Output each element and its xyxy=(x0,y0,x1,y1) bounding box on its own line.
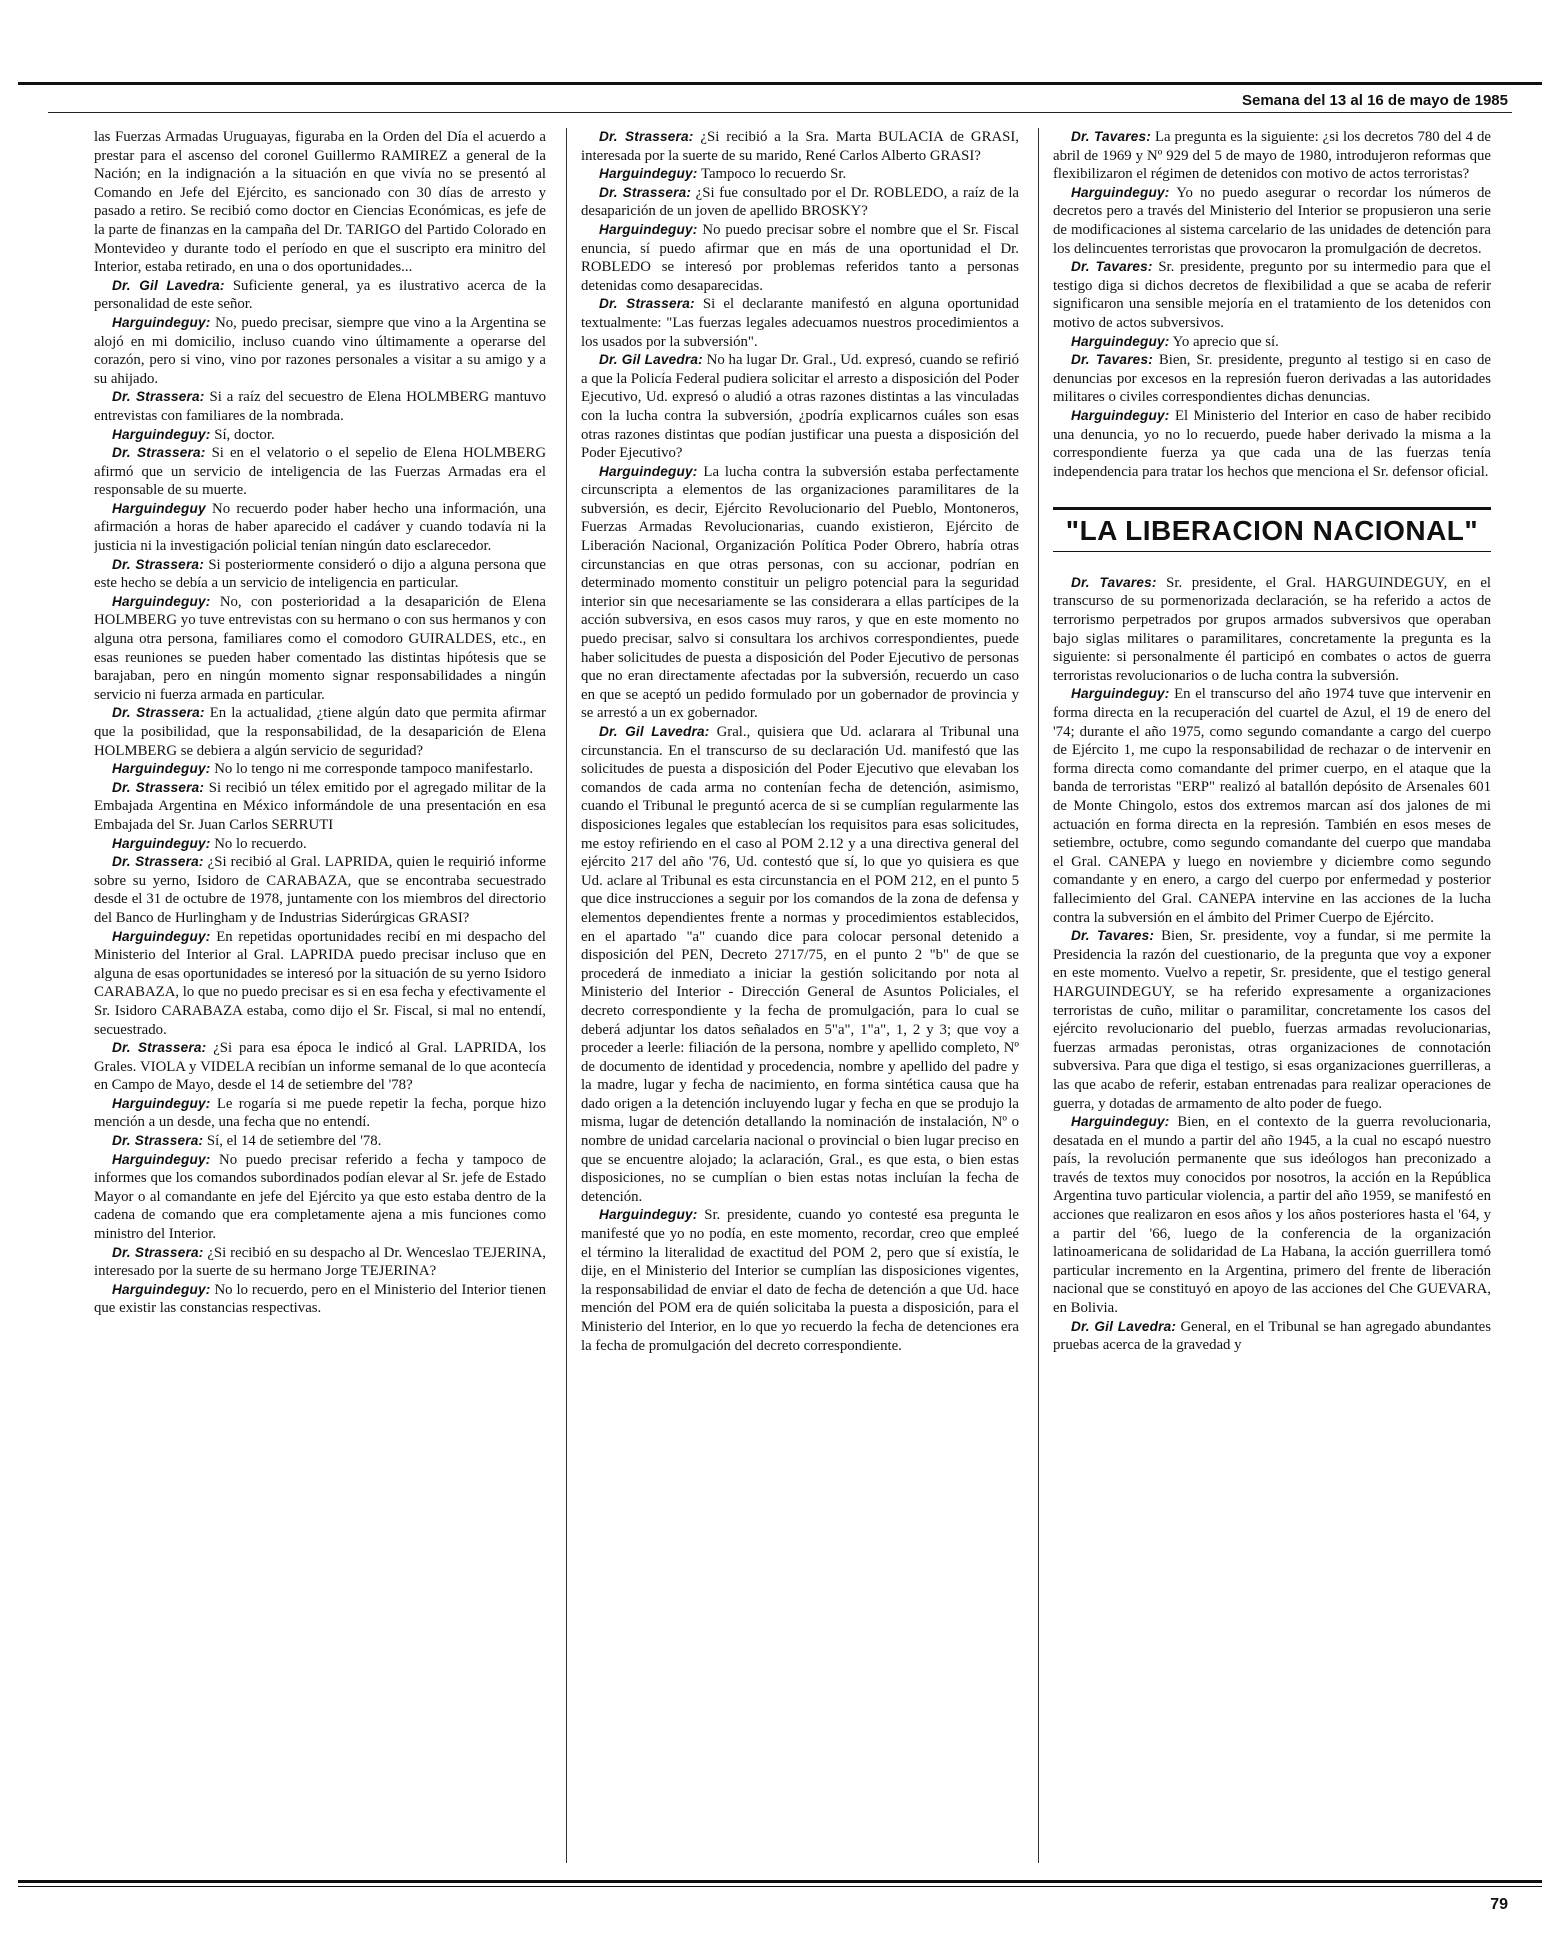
testimony-text: Bien, Sr. presidente, voy a fundar, si me permite la Presidencia la razón del cuestionario, de la pregunta que voy a exponer en este momento. Vuelvo a repetir, Sr. presidente, que el testigo general HARGUINDEGUY, se ha referido expresamente a organizaciones terroristas de cuño, militar o paramilitar, concretamente los casos del ejército revolucionario del pueblo, fuerzas armadas revolucionarias, fuerzas armadas peronistas, otras organizaciones de connotación subversiva. Para que diga el testigo, si esas organizaciones guerrilleras, a las que acabo de referir, estaban entrenadas para realizar operaciones de guerra, y dotadas de armamento de alto poder de fuego. xyxy=(1053,928,1491,1112)
speaker-label: Dr. Strassera: xyxy=(112,1244,204,1260)
testimony-text: No lo recuerdo, pero en el Ministerio del Interior tienen que existir las constancias respectivas. xyxy=(94,1281,546,1317)
testimony-text: La pregunta es la siguiente: ¿si los decretos 780 del 4 de abril de 1969 y Nº 929 del 5 de mayo de 1980, introdujeron reformas que flexibilizaron el régimen de detenidos con motivo de actos terroristas? xyxy=(1053,129,1491,183)
speaker-label: Dr. Gil Lavedra: xyxy=(1071,1318,1177,1334)
speaker-label: Harguindeguy: xyxy=(112,426,211,442)
testimony-paragraph xyxy=(581,128,1019,165)
speaker-label: Dr. Strassera: xyxy=(112,779,205,795)
testimony-paragraph xyxy=(94,556,546,593)
speaker-label: Harguindeguy: xyxy=(1071,686,1170,702)
testimony-text: ¿Si recibió a la Sra. Marta BULACIA de GRASI, interesada por la suerte de su marido, René Carlos Alberto GRASI? xyxy=(581,129,1019,164)
speaker-label: Dr. Strassera: xyxy=(112,854,204,870)
speaker-label: Dr. Tavares: xyxy=(1071,352,1153,368)
speaker-label: Harguindeguy: xyxy=(599,1207,698,1223)
testimony-paragraph xyxy=(581,1206,1019,1355)
testimony-paragraph xyxy=(581,351,1019,463)
speaker-label: Dr. Strassera: xyxy=(599,184,692,200)
testimony-paragraph xyxy=(94,1281,546,1318)
speaker-label: Harguindeguy: xyxy=(1071,184,1170,200)
page-number: 79 xyxy=(1490,1896,1508,1913)
testimony-text: Sr. presidente, cuando yo contesté esa pregunta le manifesté que yo no podía, en este momento, recordar, creo que empleé el término la literalidad de exactitud del POM 2, pero que sí existía, le dije, en el Ministerio del Interior se cumplían las disposiciones vigentes, la responsabilidad de enviar el dato de fecha de detención a que Ud. hace mención del POM era de quién solicitaba la puesta a disposición, para el Ministerio del Interior, en lo que yo recuerdo la fecha de detenciones era la fecha de promulgación del decreto correspondiente. xyxy=(581,1207,1019,1354)
testimony-paragraph xyxy=(94,1132,546,1151)
testimony-text: Sí, el 14 de setiembre del '78. xyxy=(206,1133,382,1150)
testimony-text: ¿Si fue consultado por el Dr. ROBLEDO, a raíz de la desaparición de un joven de apellido BROSKY? xyxy=(581,184,1019,220)
testimony-text: No, con posterioridad a la desaparición de Elena HOLMBERG yo tuve entrevistas con su hermano o con sus hermanos y con alguna otra persona, familiares como el comodoro GUIRALDES, etc., en esas reuniones se pueden haber comentado las distintas hipótesis que se barajaban, pero en ningún momento signar responsabilidades a ningún servicio ni fuerza armada en particular. xyxy=(94,593,546,703)
testimony-text: ¿Si para esa época le indicó al Gral. LAPRIDA, los Grales. VIOLA y VIDELA recibían un informe semanal de lo que acontecía en Campo de Mayo, desde el 14 de setiembre del '78? xyxy=(94,1040,546,1094)
testimony-text: Gral., quisiera que Ud. aclarara al Tribunal una circunstancia. En el transcurso de su declaración Ud. manifestó que las solicitudes de puesta a disposición del Poder Ejecutivo que elevaban los comandos de cada arma no contenían fecha de detención, asimismo, cuando el Tribunal le preguntó acerca de si se cumplían regularmente las disposiciones legales que establecían los requisitos para esas solicitudes, me estoy refiriendo en el caso al POM 2.12 y a una directiva general del ejército 217 del año '76, Ud. contestó que sí, lo que yo quisiera es que Ud. aclare al Tribunal es esta circunstancia en el POM 212, en el punto 5 que dice instrucciones a seguir por los comandos de la zona de defensa y elementos dependientes frente a normas y procedimientos establecidos, en el apartado "a" cuando dice para colocar personal detenido a disposición del PEN, Decreto 2717/75, en el punto 2 "b" de que se procederá de inmediato a iniciar la gestión solicitando por nota al Ministerio del Interior - Dirección General de Asuntos Policiales, el decreto correspondiente y la fecha de promulgación, para lo cual se deberá adjuntar los datos señalados en 5"a", 1"a", 1, 2 y 3; que voy a proceder a leerle: filiación de la persona, nombre y apellido completo, Nº de documento de identidad y procedencia, nombre y apellido del padre y la madre, lugar y fecha de nacimiento, en forma sintética causa que ha dado origen a la detención incluyendo lugar y fecha en que se produjo la misma, lugar de detención detallando la nominación de instalación, Nº o nombre de unidad carcelaria nacional o provincial o bien lugar preciso en que se encuentre alojado; la aclaración, Gral., es que esta, o bien estas disposiciones, no se cumplían o bien estas notas incluían la fecha de detención. xyxy=(581,724,1019,1205)
testimony-paragraph xyxy=(94,593,546,705)
bottom-rule xyxy=(18,1880,1542,1883)
speaker-label: Dr. Tavares: xyxy=(1071,259,1153,275)
header-rule xyxy=(48,112,1512,113)
testimony-paragraph xyxy=(94,1095,546,1132)
testimony-text: Yo no puedo asegurar o recordar los números de decretos pero a través del Ministerio del Interior se propusieron una serie de modificaciones al sistema carcelario de las unidades de detención para los delincuentes terroristas que provocaron la promulgación de decretos. xyxy=(1053,184,1491,257)
testimony-text: Le rogaría si me puede repetir la fecha, porque hizo mención a un desde, una fecha que no entendí. xyxy=(94,1095,546,1131)
testimony-text: Sr. presidente, pregunto por su intermedio para que el testigo diga si dichos decretos de flexibilidad a que se acaba de referir significaron una sensible mejoría en el tratamiento de los detenidos con motivo de actos subversivos. xyxy=(1053,259,1491,331)
speaker-label: Dr. Strassera: xyxy=(599,129,694,144)
testimony-paragraph xyxy=(94,388,546,425)
testimony-text: No recuerdo poder haber hecho una información, una afirmación a horas de haber aparecido el cadáver y cuando todavía ni la justicia ni la investigación policial tenían ningún dato esclarecedor. xyxy=(94,500,546,555)
speaker-label: Dr. Gil Lavedra: xyxy=(112,277,225,293)
speaker-label: Harguindeguy: xyxy=(599,221,698,237)
testimony-text: En el transcurso del año 1974 tuve que intervenir en forma directa en la recuperación del cuartel de Azul, el 19 de enero del '74; durante el año 1975, como segundo comandante a cargo del cuerpo de Ejército 1, me cupo la responsabilidad de rechazar o de intervenir en forma directa como comandante del primer cuerpo, en el ataque que la banda de terroristas "ERP" realizó al batallón depósito de Arsenales 601 de Monte Chingolo, estos dos extremos marcan así dos jalones de mi actuación en forma directa en la represión. También en esos meses de setiembre, octubre, como segundo comandante del cuerpo que mandaba el Gral. CANEPA y luego en noviembre y diciembre como segundo comandante y en enero, a cargo del cuerpo por enfermedad y posterior fallecimiento del Gral. CANEPA intervine en las acciones de la lucha contra la subversión en el ámbito del Primer Cuerpo de Ejército. xyxy=(1053,686,1491,926)
testimony-paragraph xyxy=(581,463,1019,723)
testimony-paragraph xyxy=(94,835,546,854)
testimony-text: Si en el velatorio o el sepelio de Elena HOLMBERG afirmó que un servicio de inteligencia de las Fuerzas Armadas era el responsable de su muerte. xyxy=(94,445,546,499)
speaker-label: Harguindeguy: xyxy=(112,314,211,330)
column-1 xyxy=(94,128,546,1863)
speaker-label: Harguindeguy: xyxy=(599,463,698,479)
testimony-text: Yo aprecio que sí. xyxy=(1172,333,1279,350)
testimony-paragraph xyxy=(1053,333,1491,352)
testimony-paragraph xyxy=(94,1039,546,1095)
speaker-label: Dr. Strassera: xyxy=(599,296,695,312)
testimony-paragraph xyxy=(581,165,1019,184)
testimony-text: ¿Si recibió al Gral. LAPRIDA, quien le requirió informe sobre su yerno, Isidoro de CARABAZA, que se encontraba secuestrado desde el 31 de octubre de 1978, juntamente con los miembros del directorio del Banco de Hurlingham y de Industrias Siderúrgicas GRASI? xyxy=(94,854,546,926)
testimony-paragraph xyxy=(94,128,546,277)
article-body xyxy=(94,118,1494,1863)
testimony-paragraph xyxy=(1053,1318,1491,1355)
testimony-text: No lo tengo ni me corresponde tampoco manifestarlo. xyxy=(214,761,534,778)
testimony-text: Si recibió un télex emitido por el agregado militar de la Embajada Argentina en México informándole de una presentación en esa Embajada del Sr. Juan Carlos SERRUTI xyxy=(94,779,546,833)
testimony-text: No puedo precisar referido a fecha y tampoco de informes que los comandos subordinados podían elevar al Sr. jefe de Estado Mayor o al comandante en jefe del Ejército ya que esto estaba dentro de la cadena de comando que era completamente ajena a mis funciones como ministro del Interior. xyxy=(94,1151,546,1243)
speaker-label: Dr. Tavares: xyxy=(1071,574,1157,590)
testimony-paragraph xyxy=(1053,128,1491,184)
speaker-label: Harguindeguy: xyxy=(1071,1114,1170,1130)
column-2 xyxy=(566,128,1019,1863)
speaker-label: Harguindeguy: xyxy=(112,1095,211,1111)
testimony-text: La lucha contra la subversión estaba perfectamente circunscripta a elementos de las organizaciones paramilitares de la subversión, es decir, Ejército Revolucionario del Pueblo, Montoneros, Fuerzas Armadas Revolucionarias, cuando existieron, Ejército de Liberación Nacional, Organización Política Poder Obrero, habría otras circunstancias en que otras personas, con su accionar, podrían en determinado momento constituir un peligro potencial para la seguridad interior sin que necesariamente se las considerara a ellas partícipes de la acción subversiva, en esos casos muy raros, y que en este momento no puedo precisar, salvo si consultara los archivos correspondientes, puede haber solicitudes de puesta a disposición del Poder Ejecutivo de personas que no eran directamente afectadas por la subversión, recuerdo un caso en que se aceptó un pedido formulado por un gobernador de provincia y se arrestó a un ex gobernador. xyxy=(581,463,1019,722)
testimony-paragraph xyxy=(1053,258,1491,332)
speaker-label: Harguindeguy: xyxy=(1071,333,1170,349)
testimony-paragraph xyxy=(94,277,546,314)
testimony-paragraph xyxy=(1053,574,1491,686)
testimony-paragraph xyxy=(94,500,546,556)
speaker-label: Harguindeguy xyxy=(112,500,206,516)
section-title: "LA LIBERACION NACIONAL" xyxy=(1053,507,1491,552)
testimony-paragraph xyxy=(94,1244,546,1281)
column-3 xyxy=(1038,128,1491,1863)
testimony-paragraph xyxy=(1053,927,1491,1113)
testimony-text: Si posteriormente consideró o dijo a alguna persona que este hecho se debía a un servicio de inteligencia en particular. xyxy=(94,556,546,592)
speaker-label: Dr. Strassera: xyxy=(112,1133,204,1149)
speaker-label: Harguindeguy: xyxy=(1071,407,1170,423)
testimony-paragraph xyxy=(94,426,546,445)
testimony-paragraph xyxy=(94,760,546,779)
speaker-label: Harguindeguy: xyxy=(112,835,211,851)
testimony-text: El Ministerio del Interior en caso de haber recibido una denuncia, yo no lo recuerdo, puede haber derivado la misma a la correspondiente fuerza ya que cada una de las fuerzas tenía independencia para tratar los hechos que menciona el Sr. defensor oficial. xyxy=(1053,407,1491,480)
testimony-text: Bien, en el contexto de la guerra revolucionaria, desatada en el mundo a partir del año 1945, a la cual no escapó nuestro país, la revolución permanente que sus ideólogos han preconizado a través de textos muy conocidos por nosotros, la acción en la República Argentina tuvo particular violencia, a partir del año 1959, se manifestó en acciones que realizaron en esos años y los años posteriores hasta el '64, y a partir del '66, luego de la conferencia de la organización latinoamericana de solidaridad de La Habana, la acción guerrillera tomó particular incremento en la Argentina, primero del frente de liberación nacional que se constituyó en apoyo de las acciones del Che GUEVARA, en Bolivia. xyxy=(1053,1114,1491,1317)
speaker-label: Dr. Tavares: xyxy=(1071,928,1155,944)
testimony-paragraph xyxy=(581,295,1019,351)
issue-date: Semana del 13 al 16 de mayo de 1985 xyxy=(1242,92,1508,109)
speaker-label: Harguindeguy: xyxy=(112,761,211,777)
speaker-label: Dr. Strassera: xyxy=(112,556,204,572)
testimony-paragraph xyxy=(1053,685,1491,927)
testimony-text: En la actualidad, ¿tiene algún dato que permita afirmar que la posibilidad, que la responsabilidad, de la desaparición de Elena HOLMBERG se debiera a algún servicio de seguridad? xyxy=(94,705,546,759)
testimony-paragraph xyxy=(1053,184,1491,258)
speaker-label: Harguindeguy: xyxy=(112,1281,211,1297)
top-rule xyxy=(18,82,1542,85)
speaker-label: Dr. Gil Lavedra: xyxy=(599,724,710,739)
testimony-paragraph xyxy=(94,704,546,760)
testimony-paragraph xyxy=(581,184,1019,221)
testimony-text: En repetidas oportunidades recibí en mi despacho del Ministerio del Interior al Gral. LAPRIDA puedo precisar incluso que en alguna de esas oportunidades se interesó por la situación de su yerno Isidoro CARABAZA, lo que no puedo precisar es si en esa fecha y efectivamente el Sr. Isidoro CARABAZA estaba, como dijo el Sr. Fiscal, si mal no entendí, secuestrado. xyxy=(94,928,546,1038)
testimony-text: No, puedo precisar, siempre que vino a la Argentina se alojó en mi domicilio, incluso cuando vino últimamente a operarse del corazón, pero si vino, vino por razones personales a visitar a su amigo y a su ahijado. xyxy=(94,314,546,387)
testimony-text: Sr. presidente, el Gral. HARGUINDEGUY, en el transcurso de su pormenorizada declaración, se ha referido a actos de terrorismo perpetrados por grupos armados subversivos que operaban bajo siglas militares o paramilitares, concretamente la pregunta es la siguiente: si personalmente él participó en combates o actos de guerra terroristas revolucionarios o de lucha contra la subversión. xyxy=(1053,574,1491,684)
speaker-label: Dr. Strassera: xyxy=(112,1040,207,1056)
testimony-paragraph xyxy=(1053,351,1491,407)
testimony-paragraph xyxy=(94,1151,546,1244)
testimony-text: No ha lugar Dr. Gral., Ud. expresó, cuando se refirió a que la Policía Federal pudiera solicitar el arresto a disposición del Poder Ejecutivo, Ud. expresó o aludió a otras razones distintas a las vinculadas con la lucha contra la subversión, ¿podría explicarnos cuáles son esas otras razones distintas que podían justificar una puesta a disposición del Poder Ejecutivo? xyxy=(581,352,1019,462)
speaker-label: Dr. Tavares: xyxy=(1071,129,1151,144)
testimony-text: Tampoco lo recuerdo Sr. xyxy=(700,166,847,183)
speaker-label: Dr. Gil Lavedra: xyxy=(599,352,703,368)
testimony-text: Si el declarante manifestó en alguna oportunidad textualmente: "Las fuerzas legales adecuamos nuestros procedimientos a los usados por la subversión". xyxy=(581,296,1019,350)
testimony-text: las Fuerzas Armadas Uruguayas, figuraba en la Orden del Día el acuerdo a prestar para el ascenso del coronel Guillermo RAMIREZ a general de la Nación; en la indignación a la situación en que vivía no se presentó al Comando en Jefe del Ejército, es sancionado con 30 días de arresto y pasado a retiro. Se recibió como doctor en Ciencias Económicas, es jefe de la parte de finanzas en la campaña del Dr. TARIGO del Partido Colorado en Montevideo y durante todo el período en que el suscripto era minitro del Interior, estaba retirado, en una o dos oportunidades... xyxy=(94,129,546,276)
testimony-text: General, en el Tribunal se han agregado abundantes pruebas acerca de la gravedad y xyxy=(1053,1318,1491,1354)
testimony-paragraph xyxy=(94,928,546,1040)
speaker-label: Dr. Strassera: xyxy=(112,705,205,721)
speaker-label: Harguindeguy: xyxy=(112,928,211,944)
testimony-paragraph xyxy=(94,314,546,388)
testimony-text: Suficiente general, ya es ilustrativo acerca de la personalidad de este señor. xyxy=(94,277,546,313)
testimony-paragraph xyxy=(581,723,1019,1206)
testimony-paragraph xyxy=(581,221,1019,295)
testimony-paragraph xyxy=(94,779,546,835)
testimony-paragraph xyxy=(1053,407,1491,481)
speaker-label: Harguindeguy: xyxy=(112,593,211,609)
testimony-text: No puedo precisar sobre el nombre que el Sr. Fiscal enuncia, sí puedo afirmar que en más de una oportunidad el Dr. ROBLEDO se interesó por problemas referidos tanto a personas detenidas como desaparecidas. xyxy=(581,221,1019,294)
testimony-text: No lo recuerdo. xyxy=(214,835,307,852)
speaker-label: Dr. Strassera: xyxy=(112,445,206,461)
bottom-rule-thin xyxy=(18,1886,1542,1887)
speaker-label: Harguindeguy: xyxy=(599,166,698,182)
speaker-label: Dr. Strassera: xyxy=(112,389,205,405)
testimony-text: Sí, doctor. xyxy=(214,426,275,443)
testimony-text: Bien, Sr. presidente, pregunto al testigo si en caso de denuncias por excesos en la represión fueron derivadas a las autoridades militares o civiles correspondientes dichas denuncias. xyxy=(1053,352,1491,406)
testimony-paragraph xyxy=(94,853,546,927)
testimony-text: Si a raíz del secuestro de Elena HOLMBERG mantuvo entrevistas con familiares de la nombrada. xyxy=(94,389,546,424)
speaker-label: Harguindeguy: xyxy=(112,1151,211,1167)
testimony-paragraph xyxy=(94,444,546,500)
testimony-paragraph xyxy=(1053,1113,1491,1318)
testimony-text: ¿Si recibió en su despacho al Dr. Wenceslao TEJERINA, interesado por la suerte de su hermano Jorge TEJERINA? xyxy=(94,1244,546,1280)
